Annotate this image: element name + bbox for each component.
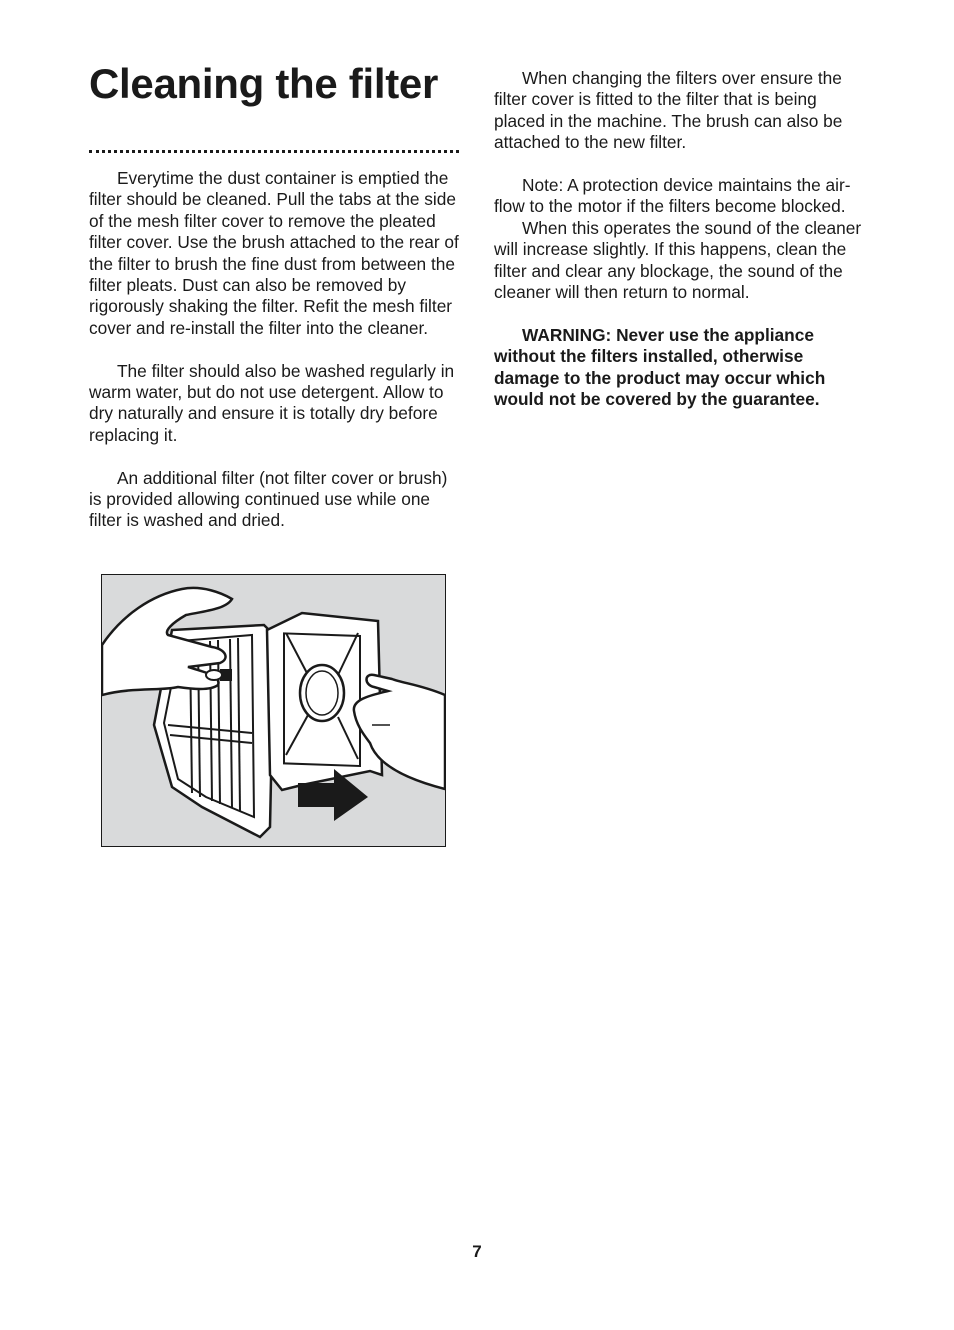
page-title: Cleaning the filter	[89, 60, 439, 107]
paragraph-washing: The filter should also be washed regularly in warm water, but do not use detergent. Allow to dry naturally and ensure it is totally dry before replacing it.	[89, 360, 455, 445]
paragraph-blockage: When this operates the sound of the cleaner will increase slightly. If this happens, clean the filter and clear any blockage, the sound of the cleaner will then return to normal.	[494, 217, 862, 303]
title-dotted-rule	[89, 150, 459, 153]
paragraph-protection-note: Note: A protection device maintains the air-flow to the motor if the filters become blocked.	[494, 175, 851, 217]
paragraph-additional-filter: An additional filter (not filter cover or brush) is provided allowing continued use while one filter is washed and dried.	[89, 467, 448, 531]
paragraph-cleaning-steps: Everytime the dust container is emptied the filter should be cleaned. Pull the tabs at the side of the mesh filter cover to remove the pleated filter cover. Use the brush attached to the rear of the filter to brush the fine dust from between the filter pleats. Dust can also be removed by rigorously shaking the filter. Refit the mesh filter cover and re-install the filter into the cleaner.	[89, 168, 459, 338]
paragraph-changing-filters: When changing the filters over ensure the filter cover is fitted to the filter that is being placed in the machine. The brush can also be attached to the new filter.	[494, 68, 843, 153]
warning-text: WARNING: Never use the appliance without the filters installed, otherwise damage to the product may occur which would not be covered by the guarantee.	[494, 324, 826, 410]
filter-removal-illustration-icon	[102, 575, 445, 846]
filter-illustration	[101, 574, 446, 847]
right-column	[494, 68, 866, 432]
left-column	[89, 168, 461, 553]
page-number: 7	[472, 1242, 482, 1261]
